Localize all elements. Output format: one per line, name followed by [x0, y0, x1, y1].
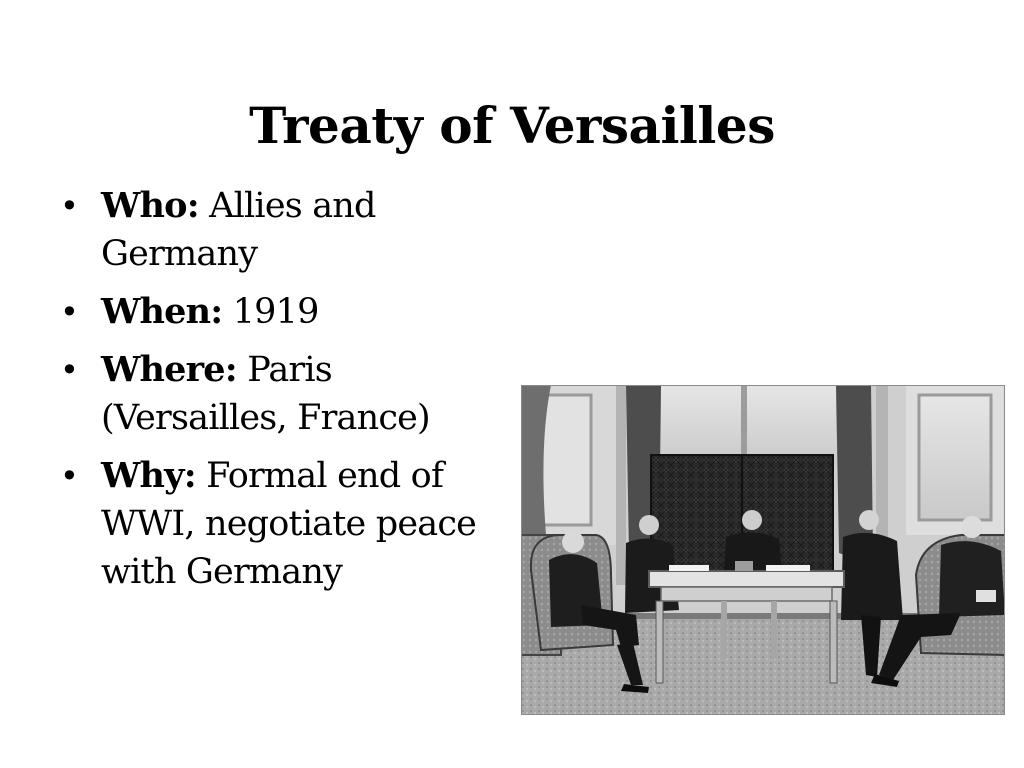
bullet-text: 1919	[232, 292, 319, 332]
treaty-signing-photo	[521, 385, 1005, 715]
bullet-text: Allies and Germany	[101, 186, 376, 274]
bullet-term: Why:	[101, 455, 196, 496]
bullet-term: When:	[101, 291, 223, 332]
bullet-marker: •	[60, 351, 79, 389]
bullet-text: Paris (Versailles, France)	[101, 350, 430, 438]
bullet-where	[58, 346, 503, 442]
bullet-who	[58, 182, 503, 278]
bullet-marker: •	[60, 457, 79, 495]
bullet-text: Formal end of WWI, negotiate peace with Germany	[101, 456, 477, 592]
bullet-marker: •	[60, 187, 79, 225]
bullet-why	[58, 452, 503, 596]
bullet-when	[58, 288, 503, 336]
bullet-term: Who:	[101, 185, 199, 226]
bullet-marker: •	[60, 293, 79, 331]
bullet-list	[58, 182, 503, 606]
slide-title: Treaty of Versailles	[249, 95, 775, 155]
bullet-term: Where:	[101, 349, 237, 390]
